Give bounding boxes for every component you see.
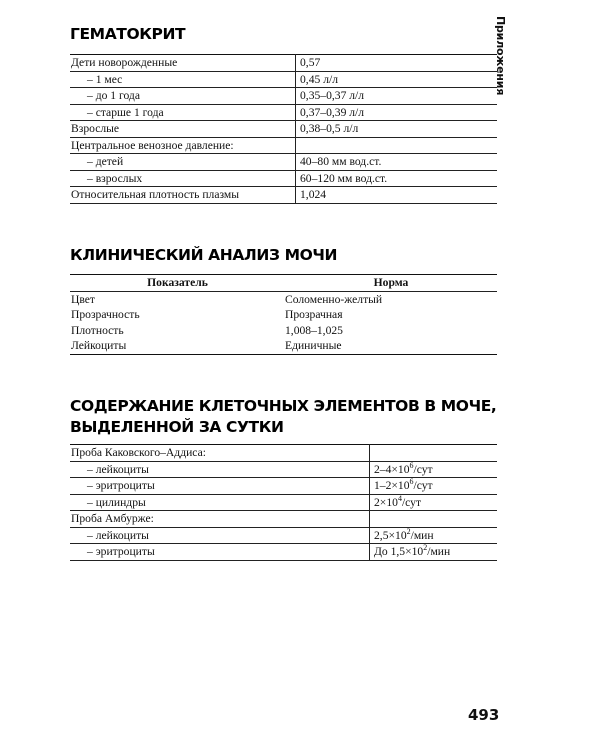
value-base: 2,5×10 <box>374 528 407 542</box>
row-value: 0,45 л/л <box>300 72 338 86</box>
row-value: Единичные <box>285 339 342 352</box>
running-header <box>496 16 518 126</box>
value-base: 2×10 <box>374 495 398 509</box>
row-label: – старше 1 года <box>70 104 296 121</box>
table-row <box>70 445 497 462</box>
value-base: 2–4×10 <box>374 462 410 476</box>
row-value: Соломенно-желтый <box>285 292 383 306</box>
row-label: Дети новорожденные <box>70 55 296 72</box>
row-label: – до 1 года <box>70 88 296 105</box>
value-unit: /сут <box>401 495 422 509</box>
row-label: Прозрачность <box>71 308 140 321</box>
value-exponent: 4 <box>397 493 402 503</box>
table-row <box>70 527 497 544</box>
table-row <box>70 307 497 323</box>
hematocrit-table <box>70 54 497 204</box>
urine-analysis-title: КЛИНИЧЕСКИЙ АНАЛИЗ МОЧИ <box>70 246 338 264</box>
table-row <box>70 338 497 354</box>
row-label: – 1 мес <box>70 71 296 88</box>
value-exponent: 6 <box>409 477 414 487</box>
column-header-norm: Норма <box>284 275 497 292</box>
table-row <box>70 71 497 88</box>
row-label: Взрослые <box>70 121 296 138</box>
table-row <box>70 544 497 561</box>
urine-cells-title-line2: ВЫДЕЛЕННОЙ ЗА СУТКИ <box>70 418 284 436</box>
value-exponent: 6 <box>409 460 414 470</box>
row-label: Проба Каковского–Аддиса: <box>70 445 370 462</box>
row-label: Плотность <box>71 323 124 337</box>
value-base: До 1,5×10 <box>374 545 424 558</box>
table-row <box>70 154 497 171</box>
urine-cells-title-line1: СОДЕРЖАНИЕ КЛЕТОЧНЫХ ЭЛЕМЕНТОВ В МОЧЕ, <box>70 397 497 415</box>
row-value <box>370 445 498 462</box>
table-row <box>70 55 497 72</box>
row-label: Относительная плотность плазмы <box>70 187 296 204</box>
row-label: – лейкоциты <box>70 461 370 478</box>
urine-cells-title <box>70 396 496 438</box>
table-header-row <box>70 275 497 292</box>
row-label: – взрослых <box>70 170 296 187</box>
value-exponent: 2 <box>423 543 428 553</box>
row-value: 1,008–1,025 <box>285 323 343 337</box>
row-value: 60–120 мм вод.ст. <box>300 171 388 185</box>
running-header-label: Приложения <box>494 16 507 96</box>
row-label: Лейкоциты <box>71 339 127 352</box>
column-header-indicator: Показатель <box>70 275 284 292</box>
row-value <box>370 527 498 544</box>
table-row <box>70 478 497 495</box>
row-value: Прозрачная <box>285 308 343 321</box>
row-value <box>370 478 498 495</box>
row-value: 1,024 <box>300 188 327 201</box>
row-label: Центральное венозное давление: <box>70 137 296 154</box>
row-value: 0,57 <box>300 56 321 69</box>
page-number: 493 <box>468 706 500 724</box>
row-label: Цвет <box>71 292 95 306</box>
table-row <box>70 88 497 105</box>
table-row <box>70 323 497 339</box>
row-value <box>296 137 498 154</box>
value-unit: /мин <box>410 528 434 542</box>
table-row <box>70 104 497 121</box>
table-row <box>70 511 497 528</box>
row-label: Проба Амбурже: <box>70 511 370 528</box>
table-row <box>70 187 497 204</box>
row-value <box>370 461 498 478</box>
table-row <box>70 461 497 478</box>
table-row <box>70 170 497 187</box>
row-value <box>370 544 498 561</box>
row-value <box>370 494 498 511</box>
row-label: – эритроциты <box>70 478 370 495</box>
row-label: – лейкоциты <box>70 527 370 544</box>
row-value: 0,37–0,39 л/л <box>300 105 365 119</box>
row-label: – цилиндры <box>70 494 370 511</box>
value-unit: /сут <box>413 462 433 476</box>
value-exponent: 2 <box>406 526 411 536</box>
urine-cells-table <box>70 444 497 561</box>
row-label: – эритроциты <box>70 544 370 561</box>
hematocrit-title: ГЕМАТОКРИТ <box>70 25 186 43</box>
urine-analysis-table <box>70 274 497 355</box>
row-value: 40–80 мм вод.ст. <box>300 155 382 168</box>
table-row <box>70 291 497 307</box>
value-unit: /сут <box>413 479 433 492</box>
row-value: 0,38–0,5 л/л <box>300 122 359 135</box>
row-value: 0,35–0,37 л/л <box>300 89 365 102</box>
table-row <box>70 137 497 154</box>
row-value <box>370 511 498 528</box>
value-unit: /мин <box>427 545 451 558</box>
row-label: – детей <box>70 154 296 171</box>
value-base: 1–2×10 <box>374 479 410 492</box>
table-row <box>70 121 497 138</box>
table-row <box>70 494 497 511</box>
